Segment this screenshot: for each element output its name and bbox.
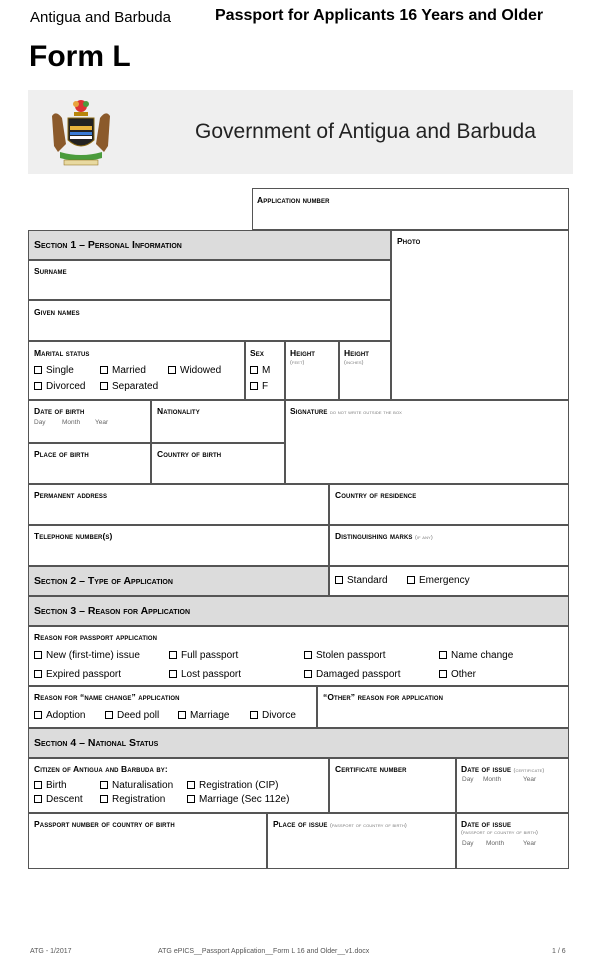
checkbox-icon[interactable] <box>100 382 108 390</box>
passport-number-cob-field[interactable] <box>28 813 267 869</box>
section1-header <box>28 230 391 260</box>
checkbox-icon[interactable] <box>34 711 42 719</box>
checkbox-icon[interactable] <box>168 366 176 374</box>
sex-m-option[interactable]: M <box>250 365 270 376</box>
country-of-birth-label: Country of birth <box>157 449 222 459</box>
reason-label: Reason for passport application <box>34 632 158 642</box>
name-deed-poll-option[interactable]: Deed poll <box>105 710 159 721</box>
signature-hint: do not write outside the box <box>329 410 402 416</box>
checkbox-icon[interactable] <box>100 795 108 803</box>
reason-new-option[interactable]: New (first-time) issue <box>34 650 140 661</box>
reason-other-option[interactable]: Other <box>439 669 476 680</box>
checkbox-icon[interactable] <box>34 670 42 678</box>
passport-issue-hint: (passport of country of birth) <box>461 830 538 836</box>
application-number-label: Application number <box>257 195 330 205</box>
checkbox-icon[interactable] <box>105 711 113 719</box>
name-marriage-option[interactable]: Marriage <box>178 710 229 721</box>
footer-page-number: 1 / 6 <box>552 948 566 955</box>
checkbox-icon[interactable] <box>335 576 343 584</box>
place-of-issue-field[interactable] <box>267 813 456 869</box>
marital-widowed-option[interactable]: Widowed <box>168 365 221 376</box>
dob-month-hint: Month <box>62 419 81 426</box>
height-inches-hint: (inches) <box>344 360 364 366</box>
reason-stolen-option[interactable]: Stolen passport <box>304 650 386 661</box>
height-feet-field[interactable] <box>285 341 339 400</box>
reason-expired-option[interactable]: Expired passport <box>34 669 121 680</box>
place-of-issue-label: Place of issue (passport of country of birth) <box>273 819 407 829</box>
cert-month-hint: Month <box>483 776 502 783</box>
checkbox-icon[interactable] <box>34 795 42 803</box>
certificate-number-label: Certificate number <box>335 764 407 774</box>
photo-label: Photo <box>397 236 421 246</box>
checkbox-icon[interactable] <box>250 711 258 719</box>
certificate-issue-date-field[interactable] <box>456 758 569 813</box>
cert-year-hint: Year <box>523 776 537 783</box>
country-of-residence-field[interactable] <box>329 484 569 525</box>
date-of-birth-label: Date of birth <box>34 406 85 416</box>
checkbox-icon[interactable] <box>169 651 177 659</box>
coat-of-arms-icon <box>46 96 116 168</box>
application-number-field[interactable] <box>252 188 569 230</box>
checkbox-icon[interactable] <box>34 781 42 789</box>
footer-center: ATG ePICS__Passport Application__Form L 16 and Older__v1.docx <box>158 948 370 955</box>
checkbox-icon[interactable] <box>187 795 195 803</box>
checkbox-icon[interactable] <box>439 670 447 678</box>
checkbox-icon[interactable] <box>407 576 415 584</box>
section4-title: Section 4 – National Status <box>34 737 159 749</box>
marital-married-option[interactable]: Married <box>100 365 146 376</box>
checkbox-icon[interactable] <box>34 651 42 659</box>
citizen-descent-option[interactable]: Descent <box>34 794 83 805</box>
footer-left: ATG - 1/2017 <box>30 948 72 955</box>
checkbox-icon[interactable] <box>250 366 258 374</box>
checkbox-icon[interactable] <box>100 366 108 374</box>
government-banner <box>28 90 573 174</box>
distinguishing-marks-label: Distinguishing marks (if any) <box>335 531 433 541</box>
name-change-group <box>28 686 317 728</box>
surname-label: Surname <box>34 266 67 276</box>
telephone-label: Telephone number(s) <box>34 531 113 541</box>
certificate-issue-date-label: Date of issue (certificate) <box>461 764 545 774</box>
checkbox-icon[interactable] <box>34 382 42 390</box>
telephone-field[interactable] <box>28 525 329 566</box>
place-of-issue-hint: (passport of country of birth) <box>329 823 407 829</box>
header-title: Passport for Applicants 16 Years and Older <box>215 7 544 24</box>
sex-label: Sex <box>250 348 264 358</box>
reason-lost-option[interactable]: Lost passport <box>169 669 241 680</box>
photo-box[interactable] <box>391 230 569 400</box>
date-of-birth-field[interactable] <box>28 400 151 443</box>
checkbox-icon[interactable] <box>178 711 186 719</box>
section1-title: Section 1 – Personal Information <box>34 239 182 251</box>
reason-name-change-option[interactable]: Name change <box>439 650 513 661</box>
checkbox-icon[interactable] <box>304 670 312 678</box>
reason-group <box>28 626 569 686</box>
checkbox-icon[interactable] <box>187 781 195 789</box>
citizen-marriage-option[interactable]: Marriage (Sec 112e) <box>187 794 289 805</box>
checkbox-icon[interactable] <box>304 651 312 659</box>
other-reason-field[interactable] <box>317 686 569 728</box>
pass-year-hint: Year <box>523 840 537 847</box>
height-inches-field[interactable] <box>339 341 391 400</box>
type-standard-option[interactable]: Standard <box>335 575 388 586</box>
pass-month-hint: Month <box>486 840 505 847</box>
other-reason-label: “Other” reason for application <box>323 692 444 702</box>
country-of-birth-field[interactable] <box>151 443 285 484</box>
given-names-field[interactable] <box>28 300 391 341</box>
type-emergency-option[interactable]: Emergency <box>407 575 470 586</box>
marital-status-group <box>28 341 245 400</box>
cert-day-hint: Day <box>462 776 474 783</box>
marital-single-option[interactable]: Single <box>34 365 74 376</box>
reason-full-option[interactable]: Full passport <box>169 650 238 661</box>
nationality-label: Nationality <box>157 406 200 416</box>
height-feet-label: Height <box>290 348 316 358</box>
height-feet-hint: (feet) <box>290 360 305 366</box>
passport-issue-date-field[interactable] <box>456 813 569 869</box>
height-inches-label: Height <box>344 348 370 358</box>
permanent-address-label: Permanent address <box>34 490 108 500</box>
citizen-registration-cip-option[interactable]: Registration (CIP) <box>187 780 278 791</box>
checkbox-icon[interactable] <box>34 366 42 374</box>
government-title: Government of Antigua and Barbuda <box>195 120 536 143</box>
name-divorce-option[interactable]: Divorce <box>250 710 296 721</box>
checkbox-icon[interactable] <box>439 651 447 659</box>
section2-title: Section 2 – Type of Application <box>34 575 173 587</box>
header-country: Antigua and Barbuda <box>30 9 171 26</box>
sex-f-option[interactable]: F <box>250 381 268 392</box>
distinguishing-marks-field[interactable] <box>329 525 569 566</box>
sex-group <box>245 341 285 400</box>
passport-issue-date-label: Date of issue <box>461 819 512 829</box>
application-type-group <box>329 566 569 596</box>
given-names-label: Given names <box>34 307 80 317</box>
name-change-label: Reason for “name change” application <box>34 692 180 702</box>
passport-number-cob-label: Passport number of country of birth <box>34 819 175 829</box>
form-label: Form L <box>29 40 131 73</box>
section4-header <box>28 728 569 758</box>
citizen-naturalisation-option[interactable]: Naturalisation <box>100 780 173 791</box>
citizen-birth-option[interactable]: Birth <box>34 780 67 791</box>
marital-divorced-option[interactable]: Divorced <box>34 381 85 392</box>
marital-status-label: Marital status <box>34 348 90 358</box>
permanent-address-field[interactable] <box>28 484 329 525</box>
section3-title: Section 3 – Reason for Application <box>34 605 191 617</box>
distinguishing-hint: (if any) <box>414 535 433 541</box>
checkbox-icon[interactable] <box>169 670 177 678</box>
surname-field[interactable] <box>28 260 391 300</box>
certificate-number-field[interactable] <box>329 758 456 813</box>
dob-day-hint: Day <box>34 419 46 426</box>
checkbox-icon[interactable] <box>250 382 258 390</box>
citizen-group <box>28 758 329 813</box>
citizen-label: Citizen of Antigua and Barbuda by: <box>34 764 168 774</box>
name-adoption-option[interactable]: Adoption <box>34 710 85 721</box>
marital-separated-option[interactable]: Separated <box>100 381 158 392</box>
certificate-hint: (certificate) <box>513 768 545 774</box>
reason-damaged-option[interactable]: Damaged passport <box>304 669 401 680</box>
place-of-birth-label: Place of birth <box>34 449 89 459</box>
pass-day-hint: Day <box>462 840 474 847</box>
signature-label: Signature do not write outside the box <box>290 406 402 416</box>
citizen-registration-option[interactable]: Registration <box>100 794 165 805</box>
country-of-residence-label: Country of residence <box>335 490 417 500</box>
section2-header <box>28 566 329 596</box>
checkbox-icon[interactable] <box>100 781 108 789</box>
section3-header <box>28 596 569 626</box>
nationality-field[interactable] <box>151 400 285 443</box>
dob-year-hint: Year <box>95 419 109 426</box>
signature-box[interactable] <box>285 400 569 484</box>
place-of-birth-field[interactable] <box>28 443 151 484</box>
